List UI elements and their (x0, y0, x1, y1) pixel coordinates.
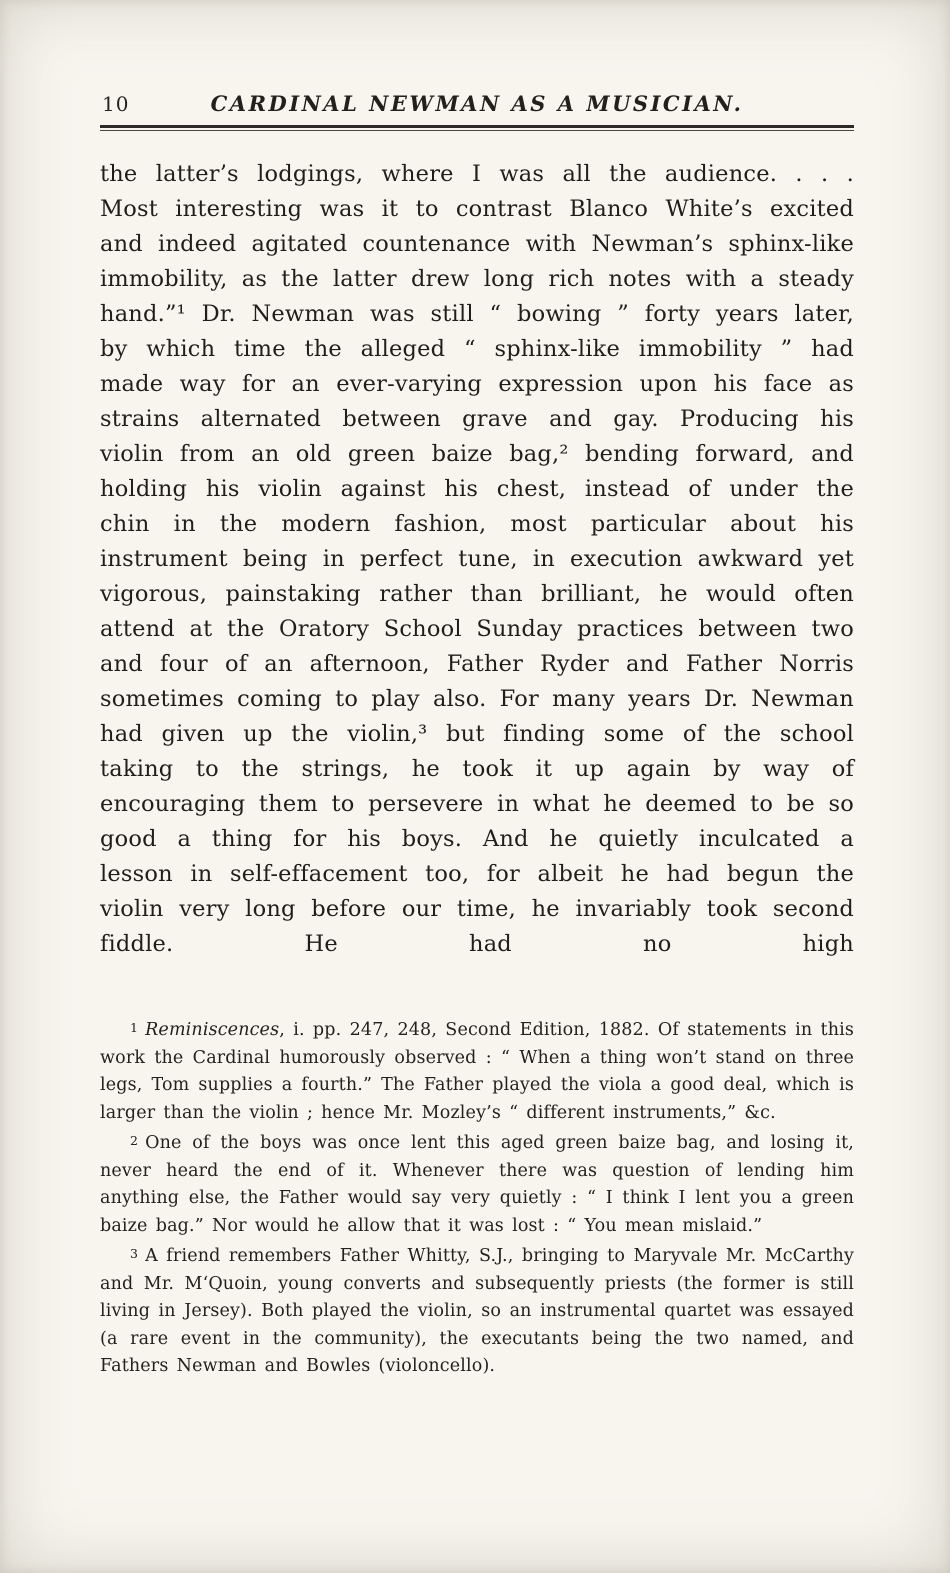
footnote-2 (100, 1127, 854, 1240)
footnote-2-text: One of the boys was once lent this aged green baize bag, and losing it, never heard the end of it. Whenever there was question of lending him anything else, the Father would say very quietly : “ I think I lent you a green baize bag.” Nor would he allow that it was lost : “ You mean mislaid.” (100, 1133, 854, 1236)
footnote-3-marker: 3 (130, 1246, 139, 1261)
page-number: 10 (102, 92, 130, 116)
footnote-1 (100, 1014, 854, 1127)
running-title: CARDINAL NEWMAN AS A MUSICIAN. (210, 91, 744, 116)
header-rule (100, 125, 854, 131)
page-header (100, 86, 854, 116)
footnote-1-text: , i. pp. 247, 248, Second Edition, 1882. Of statements in this work the Cardinal humorously observed : “ When a thing won’t stand on three legs, Tom supplies a fourth.” The Father played the viola a good deal, which is larger than the violin ; hence Mr. Mozley’s “ different instruments,” &c. (100, 1020, 854, 1123)
footnote-2-marker: 2 (130, 1133, 139, 1148)
footnote-1-marker: 1 (130, 1020, 139, 1035)
body-paragraph: the latter’s lodgings, where I was all the audience. . . . Most interesting was it to contrast Blanco White’s excited and indeed agitated countenance with Newman’s sphinx-like immobility, as the latter drew long rich notes with a steady hand.”¹ Dr. Newman was still “ bowing ” forty years later, by which time the alleged “ sphinx-like immobility ” had made way for an ever-varying expression upon his face as strains alternated between grave and gay. Producing his violin from an old green baize bag,² bending forward, and holding his violin against his chest, instead of under the chin in the modern fashion, most particular about his instrument being in perfect tune, in execution awkward yet vigorous, painstaking rather than brilliant, he would often attend at the Oratory School Sunday practices between two and four of an afternoon, Father Ryder and Father Norris sometimes coming to play also. For many years Dr. Newman had given up the violin,³ but finding some of the school taking to the strings, he took it up again by way of encouraging them to persevere in what he deemed to be so good a thing for his boys. And he quietly inculcated a lesson in self-effacement too, for albeit he had begun the violin very long before our time, he invariably took second fiddle. He had no high (100, 161, 854, 957)
footnotes-section (100, 1014, 854, 1381)
footnote-1-italic-lead: Reminiscences (145, 1020, 280, 1040)
footnote-3 (100, 1240, 854, 1381)
page-body (100, 157, 854, 962)
footnote-3-text: A friend remembers Father Whitty, S.J., bringing to Maryvale Mr. McCarthy and Mr. M‘Quoin, young converts and subsequently priests (the former is still living in Jersey). Both played the violin, so an instrumental quartet was essayed (a rare event in the community), the executants being the two named, and Fathers Newman and Bowles (violoncello). (100, 1246, 854, 1376)
